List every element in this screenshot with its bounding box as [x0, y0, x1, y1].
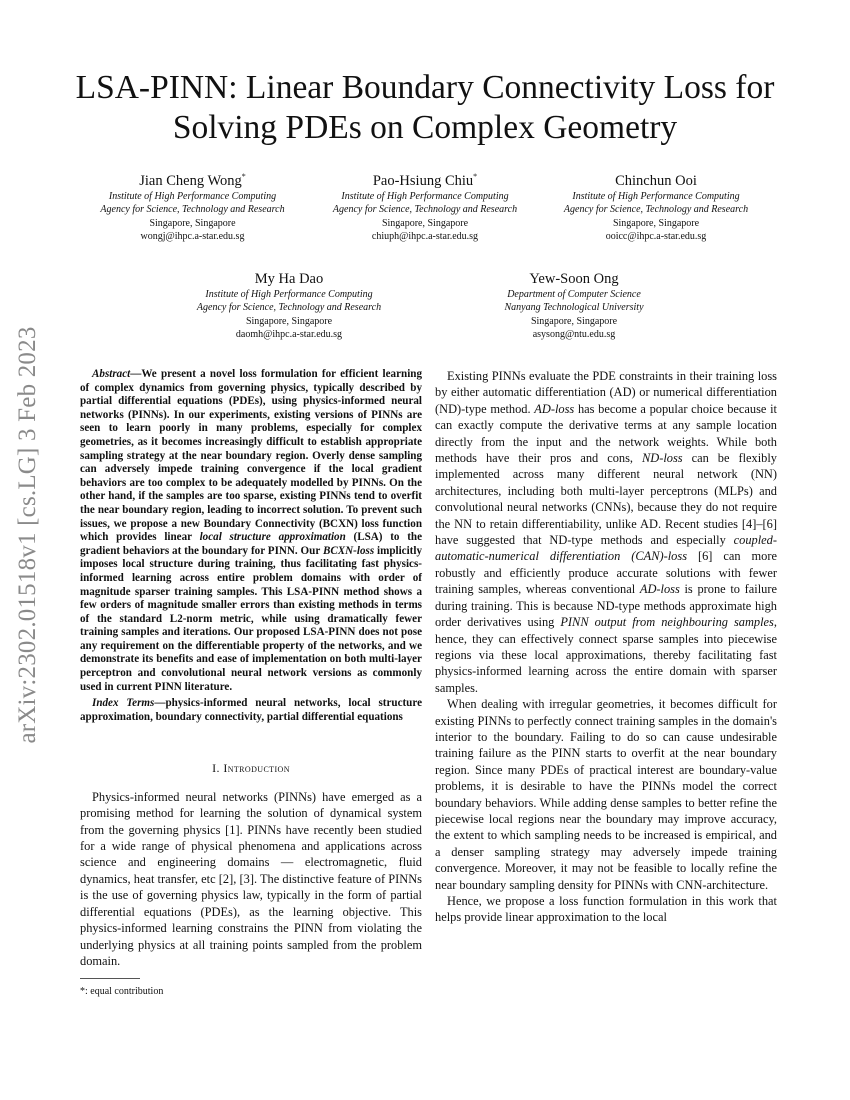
author-block-5 [478, 266, 670, 342]
author-affiliation: Institute of High Performance Computing [108, 190, 277, 202]
left-column [80, 368, 422, 969]
right-column [435, 368, 777, 926]
paper-title: LSA-PINN: Linear Boundary Connectivity Loss for Solving PDEs on Complex Geometry [75, 69, 775, 146]
author-affiliation: Agency for Science, Technology and Research [100, 204, 285, 216]
author-name: Yew-Soon Ong [529, 270, 619, 287]
author-affiliation: Institute of High Performance Computing [205, 288, 373, 300]
author-name: Chinchun Ooi [615, 172, 697, 189]
author-name: Pao-Hsiung Chiu* [372, 172, 478, 189]
intro-paragraph-3: When dealing with irregular geometries, it becomes difficult for existing PINNs to perfectly connect training samples in the domain's interior to the boundary. Failing to do so can cause undesirable training failure as the PINN starts to overfit at the near boundary region. Since many PDEs of practical interest are boundary-value problems, it is desirable to have the PINNs model the correct boundary behaviors. While adding dense samples to better refine the piecewise local regions near the boundary may improve accuracy, the extent to which sampling needs to be increased is empirical, and a denser sampling strategy may adversely impede training convergence. Moreover, it may not be feasible to locally refine the near boundary sampling density for PINNs with CNN-architecture. [435, 697, 777, 892]
author-email: daomh@ihpc.a-star.edu.sg [235, 329, 343, 341]
abstract: Abstract—We present a novel loss formulation for efficient learning of complex dynamics from governing physics, typically described by partial differential equations (PDEs), using physics-informed neural networks (PINNs). In our experiments, existing versions of PINNs are seen to learn poorly in many problems, especially for complex geometries, as it becomes increasingly difficult to establish appropriate sampling strategy at the near boundary region. Overly dense sampling can adversely impede training convergence if the local gradient behaviors are too complex to be adequately modelled by PINNs. On the other hand, if the samples are too sparse, existing PINNs tend to overfit the near boundary region, leading to incorrect solution. To prevent such issues, we propose a new Boundary Connectivity (BCXN) loss function which provides linear local structure approximation (LSA) to the gradient behaviors at the boundary for PINN. Our BCXN-loss implicitly imposes local structure during training, thus facilitating fast physics-informed learning across entire problem domains with order of magnitude sparser training samples. This LSA-PINN method shows a few orders of magnitude smaller errors than existing methods in terms of the standard L2-norm metric, while using dramatically fewer training samples and iterations. Our proposed LSA-PINN does not pose any requirement on the differentiable property of the networks, and we demonstrate its benefits and ease of implementation on both multi-layer perceptron and convolutional neural network versions as commonly used in current PINN literature. [80, 368, 423, 693]
intro-paragraph-1: Physics-informed neural networks (PINNs) have emerged as a promising method for learning the solution of dynamical system from the governing physics [1]. PINNs have recently been studied for a wide range of physical phenomena and applications across science and engineering domains — electromagnetic, fluid dynamics, heat transfer, etc [2], [3]. The distinctive feature of PINNs is the use of governing physics law, typically in the form of partial differential equations (PDEs), as the learning objective. This physics-informed learning constrains the PINN from violating the underlying physics at all training points sampled from the problem domain. [80, 789, 422, 968]
author-affiliation: Department of Computer Science [507, 288, 641, 300]
author-block-3 [550, 168, 762, 244]
arxiv-stamp [6, 300, 50, 770]
author-block-4 [182, 266, 396, 342]
author-affiliation: Institute of High Performance Computing [341, 190, 509, 202]
author-affiliation: Institute of High Performance Computing [572, 190, 740, 202]
author-location: Singapore, Singapore [245, 315, 333, 327]
author-location: Singapore, Singapore [149, 217, 236, 229]
author-location: Singapore, Singapore [530, 315, 618, 327]
author-location: Singapore, Singapore [612, 217, 700, 229]
author-location: Singapore, Singapore [381, 217, 469, 229]
intro-paragraph-2: Existing PINNs evaluate the PDE constraints in their training loss by either automatic differentiation (AD) or numerical differentiation (ND)-type method. AD-loss has become a popular choice because it can exactly compute the derivative terms at any sample location directly from the input and the network weights. While both methods have their pros and cons, ND-loss can be flexibly implemented across many different neural network (NN) architectures, including both multi-layer perceptrons (MLPs) and convolutional neural networks (CNNs), because they do not require the NN to retain differentiability, unlike AD. Recent studies [4]–[6] have suggested that ND-type methods and especially coupled-automatic-numerical differentiation (CAN)-loss [6] can more robustly and efficiently produce accurate solutions with fewer training samples, whereas conventional AD-loss is prone to failure during training. This is because ND-type methods approximate high order derivatives using PINN output from neighbouring samples, hence, they can effectively connect sparse samples into piecewise regions via these local approximations, thereby facilitating fast physics-informed learning across the entire domain with sparser samples. [435, 369, 777, 695]
arxiv-identifier: arXiv:2302.01518v1 [cs.LG] 3 Feb 2023 [14, 326, 41, 744]
index-terms: Index Terms—physics-informed neural networks, local structure approximation, boundary connectivity, partial differential equations [80, 697, 422, 723]
footnote-divider [80, 978, 140, 979]
author-block-1 [90, 168, 295, 244]
author-block-2 [318, 168, 532, 244]
author-affiliation: Agency for Science, Technology and Research [332, 204, 518, 216]
footnote: *: equal contribution [80, 986, 164, 997]
section-heading-introduction: I. Introduction [212, 761, 290, 776]
author-affiliation: Nanyang Technological University [504, 302, 644, 314]
author-email: wongj@ihpc.a-star.edu.sg [140, 231, 245, 243]
intro-paragraph-4: Hence, we propose a loss function formulation in this work that helps provide linear approximation to the local [435, 894, 777, 925]
author-name: Jian Cheng Wong* [139, 172, 246, 189]
author-affiliation: Agency for Science, Technology and Research [196, 302, 382, 314]
author-email: asysong@ntu.edu.sg [532, 329, 616, 341]
author-email: chiuph@ihpc.a-star.edu.sg [371, 231, 479, 243]
author-name: My Ha Dao [254, 270, 324, 287]
author-email: ooicc@ihpc.a-star.edu.sg [605, 231, 707, 243]
author-affiliation: Agency for Science, Technology and Research [563, 204, 749, 216]
